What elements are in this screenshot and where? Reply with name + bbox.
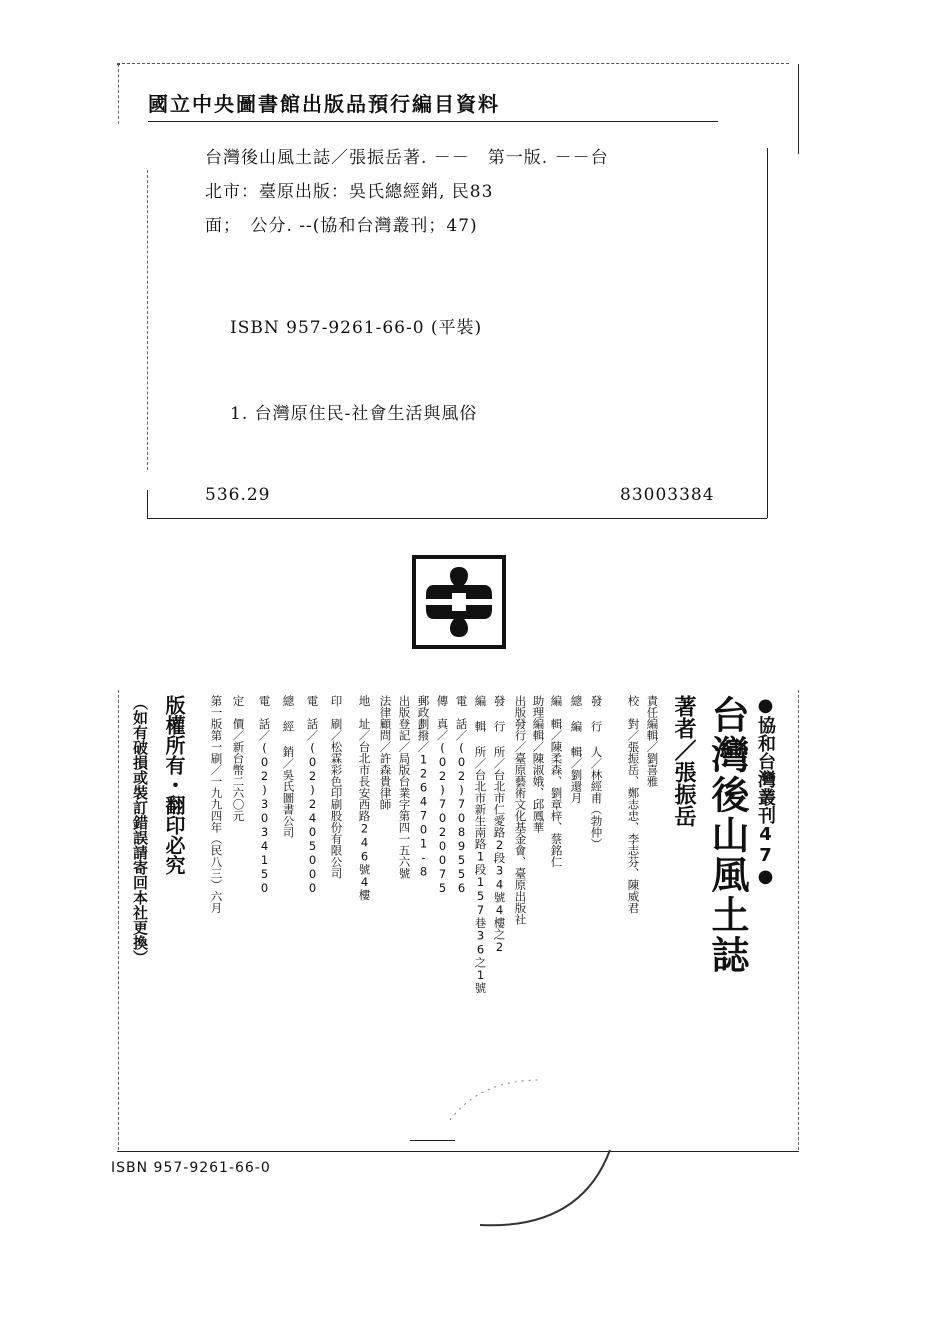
cip-box-right-top: [798, 64, 799, 154]
credit-line: 校 對／張振岳、鄭志忠、李志芬、陳威君: [626, 695, 641, 914]
credit-line: 助理編輯／陳淑娥、邱鳳華: [531, 695, 546, 833]
cip-isbn: ISBN 957-9261-66-0 (平裝): [230, 318, 483, 338]
publisher-logo-icon: [412, 555, 506, 649]
cip-box-left: [118, 64, 119, 124]
credit-line: 第一版第一刷／一九九四年（民八三）六月: [209, 695, 224, 914]
cip-title: 國立中央圖書館出版品預行編目資料: [148, 92, 500, 116]
credit-line: 發 行 人／林經甫（勃仲）: [589, 695, 604, 850]
credit-line: 電 話／(02)2405000: [305, 695, 320, 895]
series-label: ●協和台灣叢刊47●: [755, 695, 776, 887]
credit-line: 法律顧問／許森貴律師: [378, 695, 393, 810]
credit-line: 印 刷／松霖彩色印刷股份有限公司: [329, 695, 344, 879]
credit-line: 總 經 銷／吳氏圖書公司: [281, 695, 296, 838]
lower-frame-right: [798, 690, 799, 1150]
credit-line: 電 話／(02)3034150: [257, 695, 272, 895]
credit-line: 總 編 輯／劉還月: [569, 695, 584, 804]
credit-line: 編 輯／陳柔森、劉章梓、蔡銘仁: [549, 695, 564, 868]
credit-line: 出版發行／臺原藝術文化基金會、臺原出版社: [513, 695, 528, 925]
scan-stamp-arc-icon: [440, 1060, 620, 1240]
cip-line-1: 台灣後山風土誌／張振岳著. －－ 第一版. －－台: [205, 148, 609, 168]
cip-inner-left-dash: [147, 170, 148, 470]
credit-line: 發 行 所／台北市仁愛路2段34號4樓之2: [492, 695, 507, 954]
cip-line-2: 北市：臺原出版：吳氏總經銷, 民83: [205, 182, 494, 202]
author-credit: 著者／張振岳: [671, 695, 696, 827]
cip-title-underline: [148, 121, 718, 122]
cip-subject: 1. 台灣原住民-社會生活與風俗: [230, 404, 478, 424]
cip-class-number: 536.29: [205, 485, 271, 505]
credit-line: 傳 真／(02)7020075: [435, 695, 450, 895]
cip-inner-left: [147, 490, 148, 518]
credit-line: 出版登記／局版台業字第四一五六號: [397, 695, 412, 879]
scan-mark: [410, 1140, 455, 1141]
rights-reserved: 版權所有・翻印必究: [162, 695, 186, 875]
damage-notice: （如有破損或裝訂錯誤請寄回本社更換）: [131, 695, 149, 965]
bottom-isbn: ISBN 957-9261-66-0: [111, 1160, 271, 1176]
cip-line-3: 面； 公分. --(協和台灣叢刊；47): [205, 216, 478, 236]
credit-line: 責任編輯／劉喜雅: [645, 695, 660, 787]
credit-line: 電 話／(02)7089556: [454, 695, 469, 895]
credit-line: 定 價／新台幣二六〇元: [231, 695, 246, 822]
cip-record-number: 83003384: [620, 485, 715, 505]
book-title: 台灣後山風土誌: [705, 695, 749, 975]
credit-line: 編 輯 所／台北市新生南路1段157巷36之1號: [473, 695, 488, 994]
cip-inner-right: [767, 148, 768, 518]
credit-line: 郵政劃撥／1264701-8: [416, 695, 431, 879]
credit-line: 地 址／台北市長安西路246號4樓: [357, 695, 372, 901]
cip-inner-bottom: [147, 518, 767, 519]
cip-box-top: [117, 63, 789, 64]
lower-frame-left: [118, 690, 119, 1150]
